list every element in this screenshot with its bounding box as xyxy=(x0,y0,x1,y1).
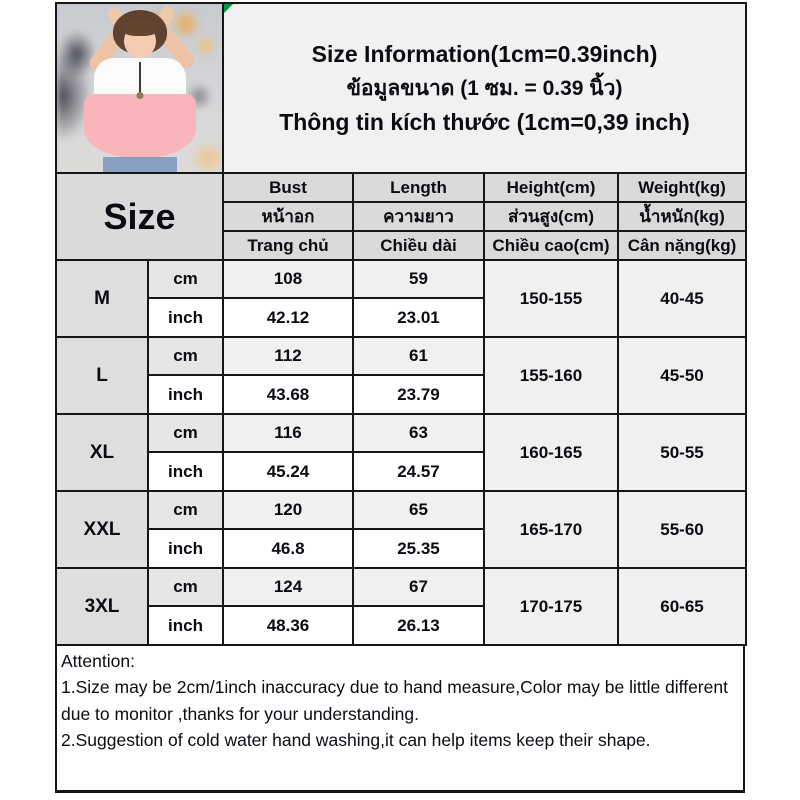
bust-cm-value: 112 xyxy=(223,337,353,375)
size-table xyxy=(55,2,747,646)
size-label: 3XL xyxy=(56,568,148,645)
size-label: XL xyxy=(56,414,148,491)
unit-cm-label: cm xyxy=(148,414,223,452)
excel-flag-triangle-icon xyxy=(224,4,233,13)
bust-cm-value: 116 xyxy=(223,414,353,452)
unit-cm-label: cm xyxy=(148,568,223,606)
weight-range-value: 45-50 xyxy=(618,337,746,414)
weight-range-value: 40-45 xyxy=(618,260,746,337)
col-header-weight-th: น้ำหนัก(kg) xyxy=(618,202,746,231)
bust-inch-value: 43.68 xyxy=(223,375,353,414)
length-inch-value: 25.35 xyxy=(353,529,484,568)
size-header-cell xyxy=(56,173,223,260)
height-range-value: 170-175 xyxy=(484,568,618,645)
attention-heading: Attention: xyxy=(61,651,135,671)
col-header-length-vi: Chiều dài xyxy=(353,231,484,260)
unit-cm-label: cm xyxy=(148,491,223,529)
title-cell xyxy=(223,3,746,173)
attention-box xyxy=(55,646,745,793)
bust-cm-value: 120 xyxy=(223,491,353,529)
length-cm-value: 65 xyxy=(353,491,484,529)
necklace xyxy=(139,62,141,94)
size-label: XXL xyxy=(56,491,148,568)
bust-inch-value: 45.24 xyxy=(223,452,353,491)
unit-cm-label: cm xyxy=(148,337,223,375)
length-cm-value: 59 xyxy=(353,260,484,298)
necklace-pendant xyxy=(136,92,143,99)
unit-inch-label: inch xyxy=(148,375,223,414)
length-inch-value: 23.01 xyxy=(353,298,484,337)
bust-inch-value: 48.36 xyxy=(223,606,353,645)
unit-inch-label: inch xyxy=(148,606,223,645)
height-range-value: 150-155 xyxy=(484,260,618,337)
model-jeans xyxy=(103,157,177,172)
size-label: L xyxy=(56,337,148,414)
col-header-height-en: Height(cm) xyxy=(484,173,618,202)
length-cm-value: 63 xyxy=(353,414,484,452)
col-header-length-th: ความยาว xyxy=(353,202,484,231)
size-header-label: Size xyxy=(103,195,176,237)
bust-inch-value: 46.8 xyxy=(223,529,353,568)
length-cm-value: 61 xyxy=(353,337,484,375)
weight-range-value: 55-60 xyxy=(618,491,746,568)
unit-inch-label: inch xyxy=(148,452,223,491)
unit-inch-label: inch xyxy=(148,298,223,337)
height-range-value: 155-160 xyxy=(484,337,618,414)
bust-cm-value: 108 xyxy=(223,260,353,298)
attention-note-1: 1.Size may be 2cm/1inch inaccuracy due to hand measure,Color may be little different due to monitor ,thanks for your understanding. xyxy=(61,677,728,724)
title-english: Size Information(1cm=0.39inch) xyxy=(311,40,658,67)
length-inch-value: 24.57 xyxy=(353,452,484,491)
model-bangs xyxy=(122,20,158,36)
col-header-weight-vi: Cân nặng(kg) xyxy=(618,231,746,260)
unit-inch-label: inch xyxy=(148,529,223,568)
col-header-bust-en: Bust xyxy=(223,173,353,202)
title-vietnamese: Thông tin kích thước (1cm=0,39 inch) xyxy=(279,108,690,135)
size-label: M xyxy=(56,260,148,337)
shirt-pink-bottom xyxy=(84,94,196,158)
col-header-bust-th: หน้าอก xyxy=(223,202,353,231)
product-photo xyxy=(57,4,222,172)
bust-cm-value: 124 xyxy=(223,568,353,606)
product-photo-cell xyxy=(56,3,223,173)
length-inch-value: 23.79 xyxy=(353,375,484,414)
col-header-weight-en: Weight(kg) xyxy=(618,173,746,202)
attention-note-2: 2.Suggestion of cold water hand washing,it can help items keep their shape. xyxy=(61,729,651,750)
weight-range-value: 50-55 xyxy=(618,414,746,491)
height-range-value: 165-170 xyxy=(484,491,618,568)
unit-cm-label: cm xyxy=(148,260,223,298)
size-chart-sheet xyxy=(55,2,745,793)
length-inch-value: 26.13 xyxy=(353,606,484,645)
title-thai: ข้อมูลขนาด (1 ซม. = 0.39 นิ้ว) xyxy=(346,76,623,100)
bust-inch-value: 42.12 xyxy=(223,298,353,337)
length-cm-value: 67 xyxy=(353,568,484,606)
col-header-length-en: Length xyxy=(353,173,484,202)
height-range-value: 160-165 xyxy=(484,414,618,491)
col-header-height-th: ส่วนสูง(cm) xyxy=(484,202,618,231)
col-header-height-vi: Chiều cao(cm) xyxy=(484,231,618,260)
col-header-bust-vi: Trang chủ xyxy=(223,231,353,260)
weight-range-value: 60-65 xyxy=(618,568,746,645)
